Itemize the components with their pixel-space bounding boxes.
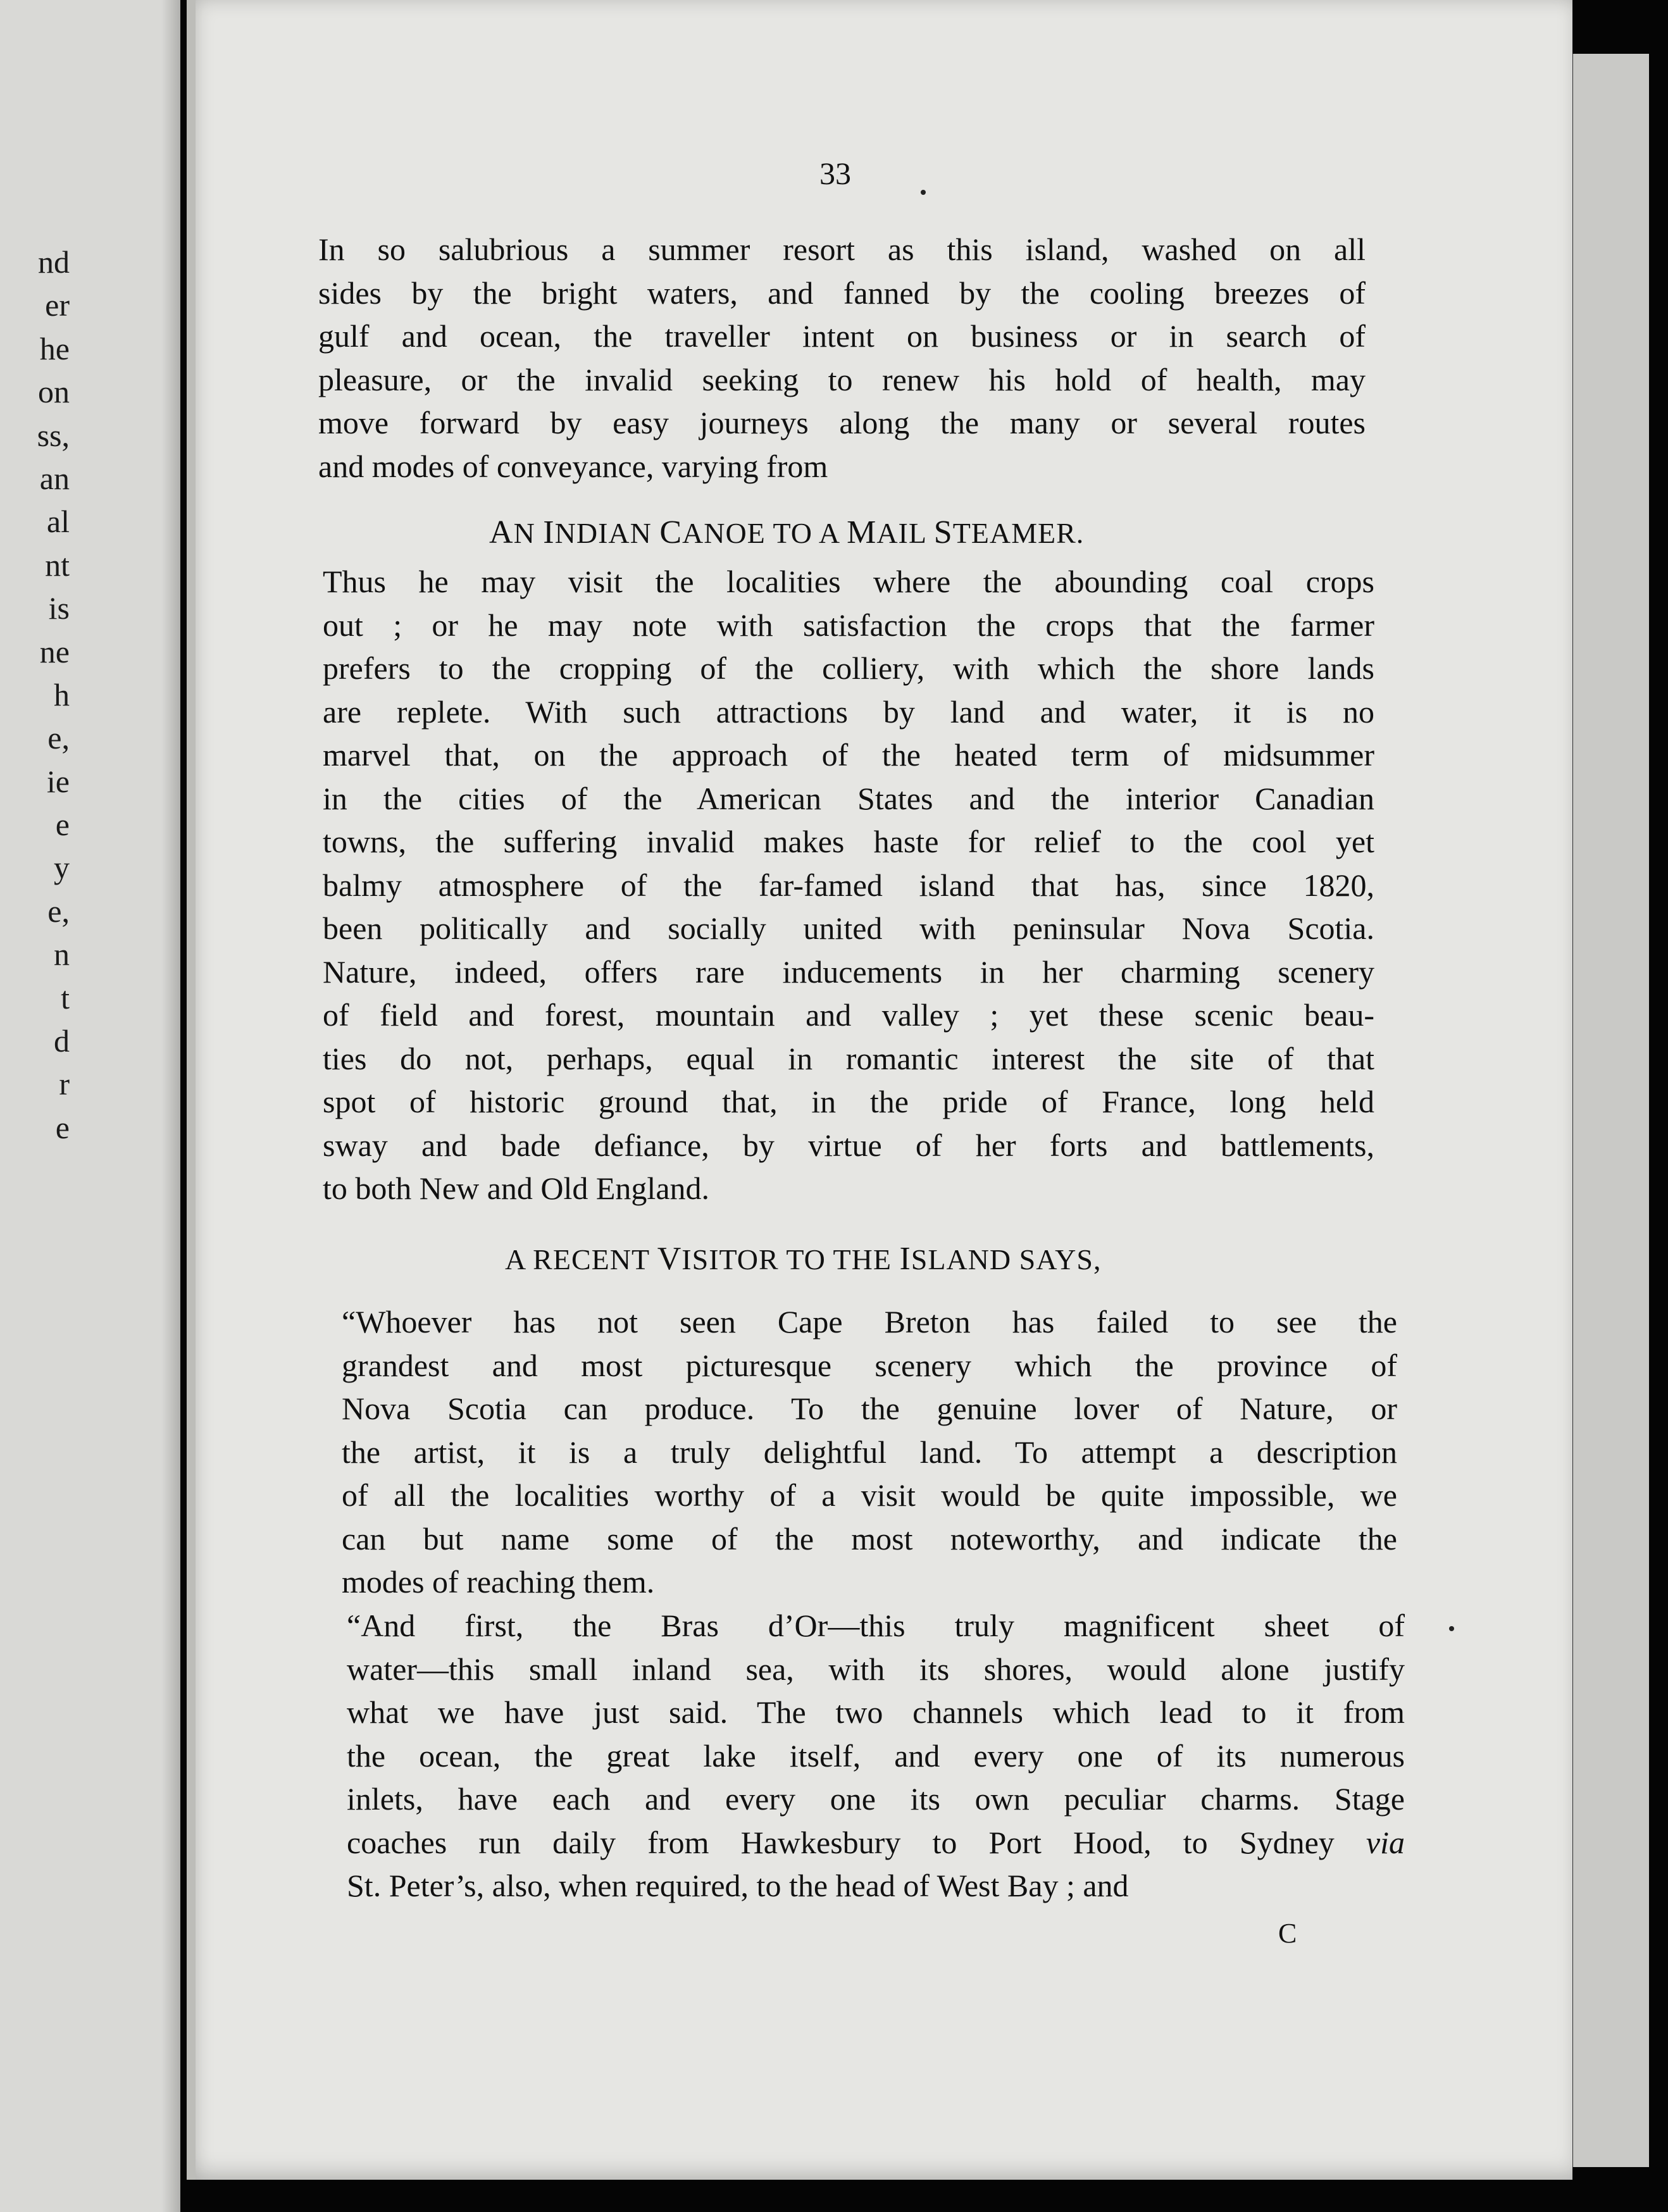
text-line: In so salubrious a summer resort as this island, washed on all [318,232,1366,267]
heading-part: V [657,1241,682,1277]
ink-speck [1449,1626,1454,1631]
heading-part: I [899,1241,911,1277]
text-line: spot of historic ground that, in the pride of France, long held [323,1084,1374,1119]
left-fragment: nd [38,244,70,280]
paragraph-intro [318,228,1366,488]
paragraph-quote-cape-breton [342,1300,1397,1604]
signature-mark: C [1278,1918,1297,1949]
page-number: 33 [819,156,851,191]
heading-part: N [513,517,544,549]
text-line: towns, the suffering invalid makes haste for relief to the cool yet [323,824,1374,859]
left-fragment: on [38,374,70,410]
left-fragment: e, [47,720,70,756]
heading-part: ANOE TO A [682,517,847,549]
heading-part: S [933,514,953,550]
text-line: St. Peter’s, also, when required, to the head of West Bay ; and [347,1868,1129,1903]
text-line: of all the localities worthy of a visit would be quite impossible, we [342,1477,1397,1513]
text-line: to both New and Old England. [323,1171,710,1206]
text-line: prefers to the cropping of the colliery, with which the shore lands [323,650,1374,686]
text-line: been politically and socially united with peninsular Nova Scotia. [323,910,1374,946]
heading-part: A RECENT [505,1243,657,1276]
left-facing-page [0,0,180,2212]
heading-part: TEAMER. [952,517,1085,549]
text-line: marvel that, on the approach of the heated term of midsummer [323,737,1374,773]
text-line: ties do not, perhaps, equal in romantic interest the site of that [323,1040,1374,1076]
left-fragment: is [48,590,70,626]
text-line: water—this small inland sea, with its shores, would alone justify [347,1651,1405,1687]
text-line: modes of reaching them. [342,1564,655,1600]
text-line: move forward by easy journeys along the many or several routes [318,405,1366,440]
text-line: Nature, indeed, offers rare inducements in her charming scenery [323,954,1374,990]
left-fragment: r [59,1066,70,1102]
heading-part: ISITOR TO THE [682,1243,900,1276]
text-line: “Whoever has not seen Cape Breton has failed to see the [342,1304,1397,1339]
left-fragment: h [54,676,70,712]
left-fragment: al [46,504,70,540]
heading-part: A [489,514,514,550]
left-fragment: e [55,807,70,843]
text-line: in the cities of the American States and the interior Canadian [323,780,1374,816]
text-line: “And first, the Bras d’Or—this truly magnificent sheet of [347,1608,1405,1643]
left-fragment: n [54,936,70,972]
page-left-edge [187,0,196,2180]
text-line: coaches run daily from Hawkesbury to Port Hood, to Sydney via [347,1824,1405,1860]
left-page-text-fragments [0,240,70,1236]
text-line: grandest and most picturesque scenery which the province of [342,1347,1397,1383]
left-fragment: an [39,460,70,496]
left-fragment [0,1149,70,1192]
heading-part: AIL [876,517,934,549]
paragraph-localities [323,560,1374,1210]
text-line: of field and forest, mountain and valley ; yet these scenic beau- [323,997,1374,1033]
left-fragment: ie [46,763,70,799]
left-fragment [0,1193,70,1236]
text-line: balmy atmosphere of the far-famed island that has, since 1820, [323,867,1374,903]
text-line: and modes of conveyance, varying from [318,448,828,484]
left-fragment: d [54,1023,70,1059]
text-line: the artist, it is a truly delightful land. To attempt a description [342,1434,1397,1470]
left-fragment: t [61,979,70,1016]
text-line: Thus he may visit the localities where the abounding coal crops [323,564,1374,599]
heading-canoe-to-steamer [489,514,1084,551]
text-line: the ocean, the great lake itself, and every one of its numerous [347,1737,1405,1774]
left-fragment: e [55,1109,70,1145]
heading-part: SLAND SAYS, [911,1243,1102,1276]
text-line: pleasure, or the invalid seeking to renew his hold of health, may [318,361,1366,397]
text-line: are replete. With such attractions by land and water, it is no [323,693,1374,730]
heading-recent-visitor [505,1240,1102,1277]
heading-part: M [847,514,877,550]
ink-speck [921,190,926,195]
text-line: gulf and ocean, the traveller intent on business or in search of [318,318,1366,354]
left-fragment: er [45,287,70,323]
text-line: sway and bade defiance, by virtue of her forts and battlements, [323,1127,1374,1163]
left-fragment: y [54,850,70,886]
left-fragment: e, [47,893,70,929]
left-fragment: nt [45,547,70,583]
text-line: inlets, have each and every one its own peculiar charms. Stage [347,1781,1405,1817]
left-fragment: ss, [37,417,70,453]
text-line: can but name some of the most noteworthy, and indicate the [342,1520,1397,1556]
text-line: out ; or he may note with satisfaction the crops that the farmer [323,607,1374,643]
text-line: what we have just said. The two channels which lead to it from [347,1694,1405,1730]
heading-part: C [659,514,683,550]
back-sheet-edge [1569,54,1649,2167]
left-fragment: he [39,330,70,366]
left-fragment: ne [39,633,70,669]
heading-part: I [543,514,555,550]
text-line: sides by the bright waters, and fanned by the cooling breezes of [318,275,1366,311]
page-fold-shadow [161,0,180,2212]
heading-part: NDIAN [554,517,660,549]
text-line: Nova Scotia can produce. To the genuine lover of Nature, or [342,1391,1397,1426]
paragraph-quote-bras-dor [347,1604,1405,1908]
